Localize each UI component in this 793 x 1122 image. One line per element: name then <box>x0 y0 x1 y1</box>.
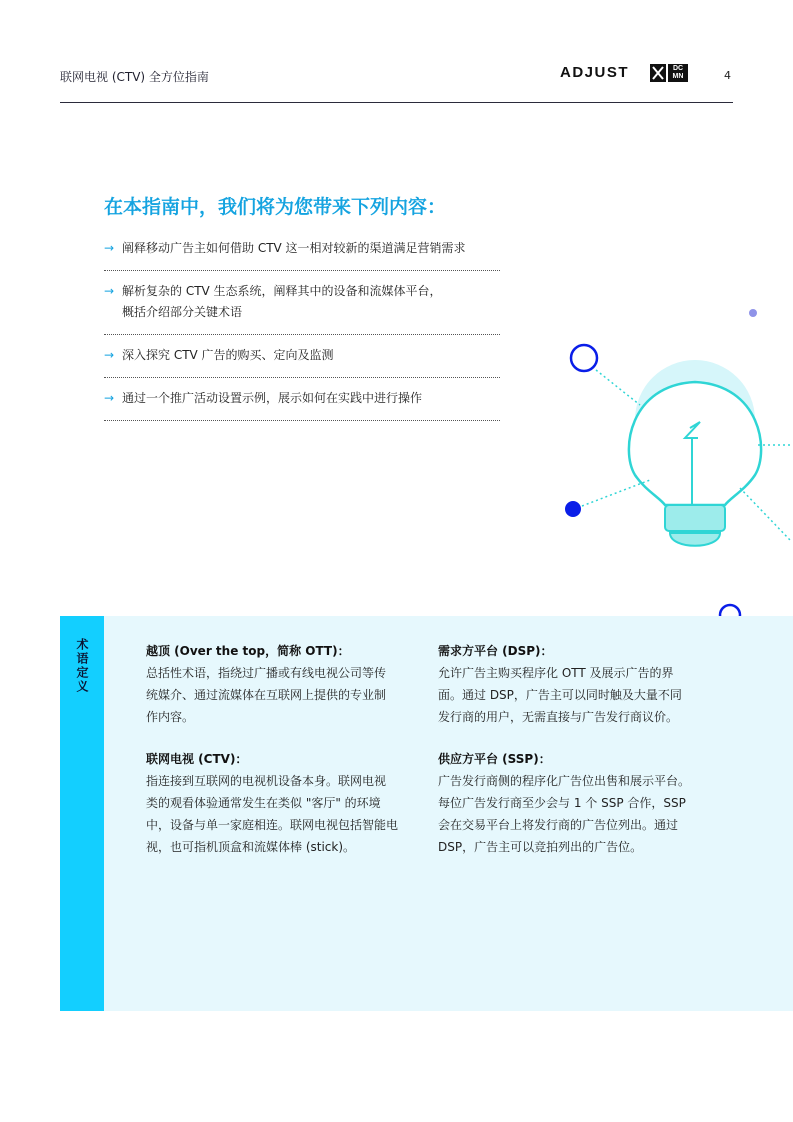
list-item <box>104 228 500 271</box>
arrow-right-icon: → <box>104 284 115 298</box>
term-title: 越顶 (Over the top，简称 OTT)： <box>146 644 350 658</box>
list-item <box>104 271 500 335</box>
connector-line <box>596 370 640 405</box>
list-item-text: 阐释移动广告主如何借助 CTV 这一相对较新的渠道满足营销需求 <box>122 241 466 255</box>
arrow-right-icon: → <box>104 391 115 405</box>
dcmn-logo <box>650 64 688 82</box>
connector-line <box>582 480 650 506</box>
decor-dot-solid <box>565 501 581 517</box>
bulb-glass <box>629 382 761 505</box>
term-title: 供应方平台 (SSP)： <box>438 752 551 766</box>
connector-line <box>740 488 790 540</box>
adjust-logo: ADJUST <box>560 64 630 81</box>
list-item-text: 通过一个推广活动设置示例，展示如何在实践中进行操作 <box>122 391 423 405</box>
document-title: 联网电视 (CTV) 全方位指南 <box>60 70 209 84</box>
term-title: 联网电视 (CTV)： <box>146 752 248 766</box>
dcmn-x-icon <box>650 64 666 82</box>
list-item-text: 解析复杂的 CTV 生态系统，阐释其中的设备和流媒体平台， <box>122 284 442 298</box>
arrow-right-icon: → <box>104 348 115 362</box>
arrow-right-icon: → <box>104 241 115 255</box>
intro-heading: 在本指南中，我们将为您带来下列内容： <box>104 196 447 218</box>
term-ctv <box>146 748 411 858</box>
term-body: 广告发行商侧的程序化广告位出售和展示平台。 每位广告发行商至少会与 1 个 SSP 合作，SSP 会在交易平台上将发行商的广告位列出。通过 DSP，广告主可以竞拍列出的广告位。 <box>438 774 691 854</box>
list-item <box>104 378 500 421</box>
terms-sidebar-label: 术语定义 <box>75 638 89 694</box>
terms-left-column <box>146 640 411 878</box>
terms-right-column <box>438 640 703 878</box>
decor-dot <box>749 309 757 317</box>
term-body: 总括性术语，指绕过广播或有线电视公司等传 统媒介、通过流媒体在互联网上提供的专业制 作内容。 <box>146 666 387 724</box>
bulb-cap <box>670 533 720 546</box>
term-body: 指连接到互联网的电视机设备本身。联网电视 类的观看体验通常发生在类似 "客厅" 的环境 中，设备与单一家庭相连。联网电视包括智能电 视，也可指机顶盒和流媒体棒 (stick)。 <box>146 774 399 854</box>
list-item-text: 深入探究 CTV 广告的购买、定向及监测 <box>122 348 334 362</box>
lightbulb-illustration <box>540 300 793 630</box>
term-ott <box>146 640 411 728</box>
list-item-text: 概括介绍部分关键术语 <box>122 305 243 319</box>
intro-list <box>104 228 500 421</box>
terms-sidebar <box>60 616 104 1011</box>
term-title: 需求方平台 (DSP)： <box>438 644 553 658</box>
term-body: 允许广告主购买程序化 OTT 及展示广告的界 面。通过 DSP，广告主可以同时触及大量不同 发行商的用户，无需直接与广告发行商议价。 <box>438 666 682 724</box>
bulb-base <box>665 505 725 531</box>
lightbulb-icon <box>540 300 793 630</box>
term-ssp <box>438 748 703 858</box>
page-header <box>60 0 733 103</box>
decor-ring <box>571 345 597 371</box>
list-item <box>104 335 500 378</box>
page-number: 4 <box>724 69 731 82</box>
term-dsp <box>438 640 703 728</box>
dcmn-wordmark: DC MN <box>668 64 688 82</box>
terms-panel <box>60 616 793 1011</box>
